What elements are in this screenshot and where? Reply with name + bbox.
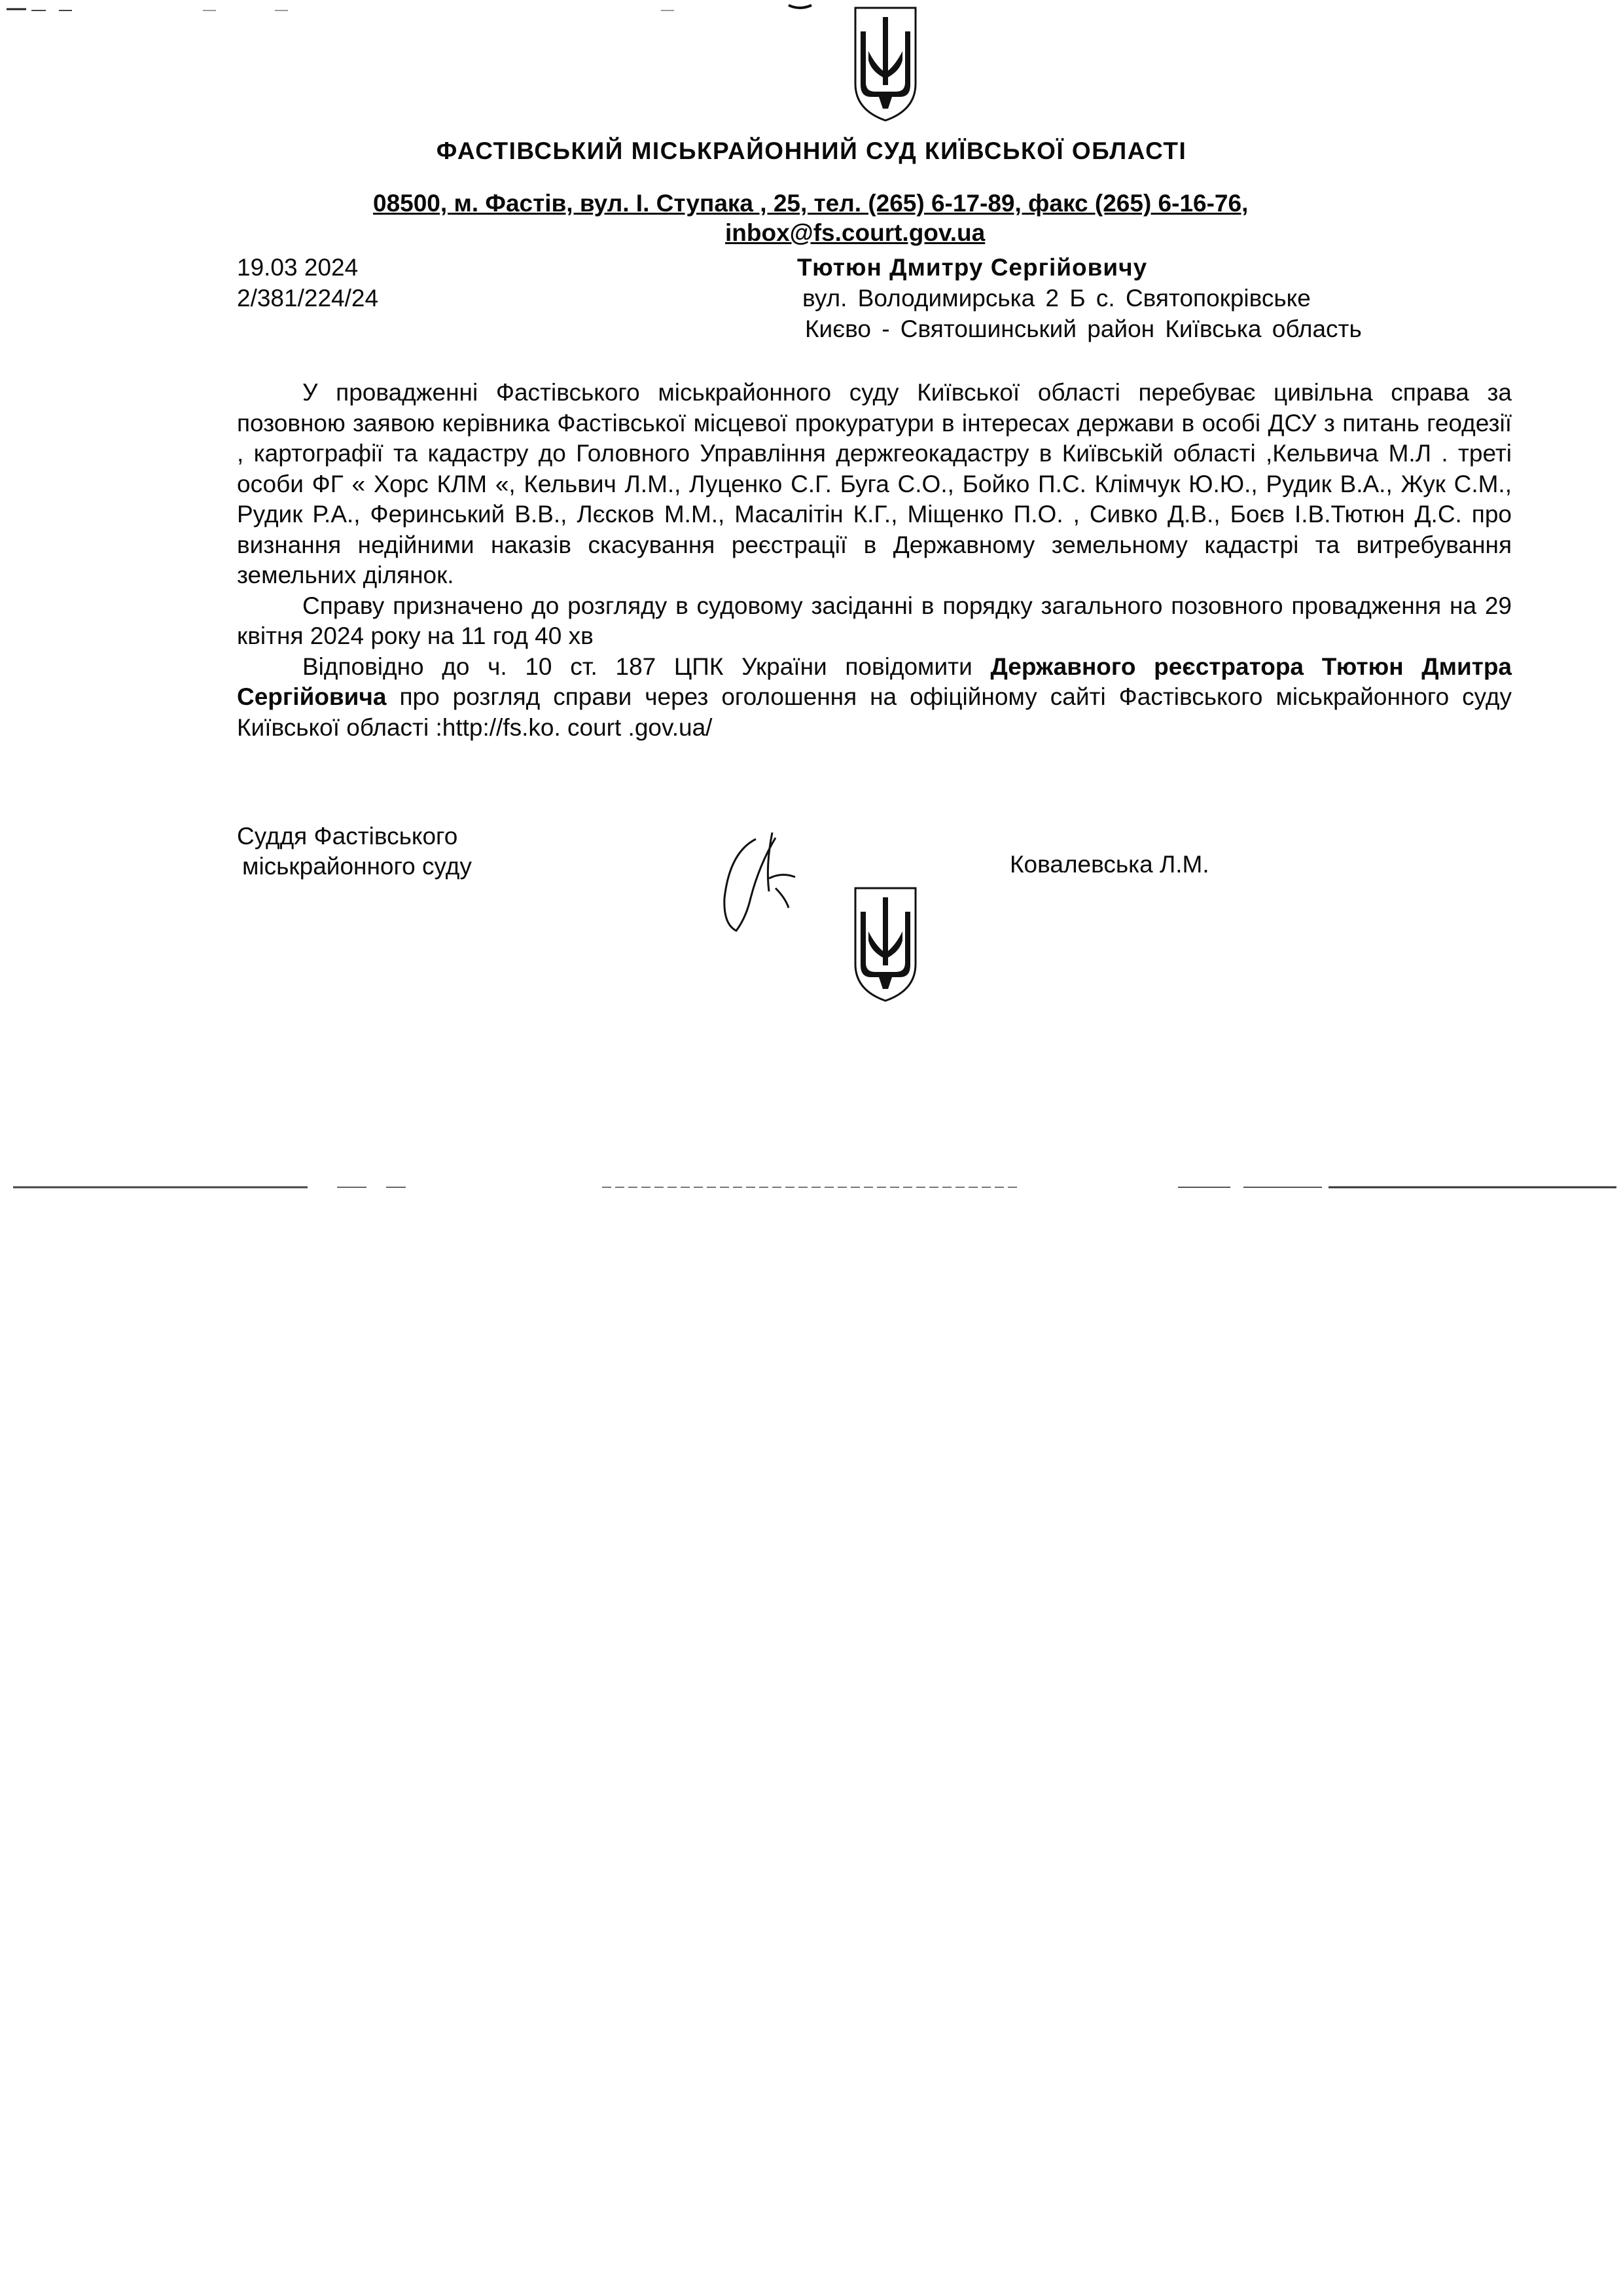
addressee-street: вул. Володимирська 2 Б с. Святопокрівське — [802, 285, 1311, 312]
paragraph-notification — [237, 652, 1512, 744]
addressee-name: Тютюн Дмитру Сергійовичу — [797, 254, 1148, 281]
addressee-district: Києво - Святошинський район Київська область — [805, 315, 1362, 342]
paragraph-hearing-date: Справу призначено до розгляду в судовому засіданні в порядку загального позовного провадження на 29 квітня 2024 року на 11 год 40 хв — [237, 592, 1512, 649]
judge-title-line-1: Суддя Фастівського — [237, 823, 458, 850]
notification-text-start: Відповідно до ч. 10 ст. 187 ЦПК України повідомити — [302, 653, 972, 680]
seal-coat-of-arms-icon — [853, 886, 918, 1003]
court-address: 08500, м. Фастів, вул. І. Ступака , 25, тел. (265) 6-17-89, факс (265) 6-16-76, — [373, 190, 1249, 217]
paragraph-case-description: У провадженні Фастівського міськрайонного суду Київської області перебуває цивільна справа за позовною заявою керівника Фастівської місцевої прокуратури в інтересах держави в особі ДСУ з питань геодезії , картографії та кадастру до Головного Управління держгеокадастру в Київській області ,Кельвича М.Л . треті особи ФГ « Хорс КЛМ «, Кельвич Л.М., Луценко С.Г. Буга С.О., Бойко П.С. Клімчук Ю.Ю., Рудик В.А., Жук С.М., Рудик Р.А., Феринський В.В., Лєсков М.М., Масалітін К.Г., Міщенко П.О. , Сивко Д.В., Боєв І.В.Тютюн Д.С. про визнання недійними наказів скасування реєстрації в Державному земельному кадастрі та витребування земельних ділянок. — [237, 379, 1512, 588]
court-name-heading: ФАСТІВСЬКИЙ МІСЬКРАЙОННИЙ СУД КИЇВСЬКОЇ ОБЛАСТІ — [436, 137, 1187, 164]
court-email: inbox@fs.court.gov.ua — [725, 219, 986, 246]
notice-body — [237, 378, 1512, 743]
notification-text-end: про розгляд справи через оголошення на офіційному сайті Фастівського міськрайонного суду Київської області :http://fs.ko. court .gov.ua/ — [237, 683, 1512, 741]
scan-artifacts-bottom — [0, 1183, 1623, 1191]
case-number: 2/381/224/24 — [237, 285, 379, 312]
judge-name: Ковалевська Л.М. — [1010, 851, 1209, 878]
signature-icon — [710, 826, 815, 937]
judge-title-line-2: міськрайонного суду — [242, 853, 472, 880]
coat-of-arms-icon — [853, 5, 918, 123]
document-date: 19.03 2024 — [237, 254, 359, 281]
scan-artifacts-top — [0, 0, 1623, 26]
notified-person: Державного реєстратора Тютюн Дмитра Сергійовича — [237, 653, 1512, 710]
